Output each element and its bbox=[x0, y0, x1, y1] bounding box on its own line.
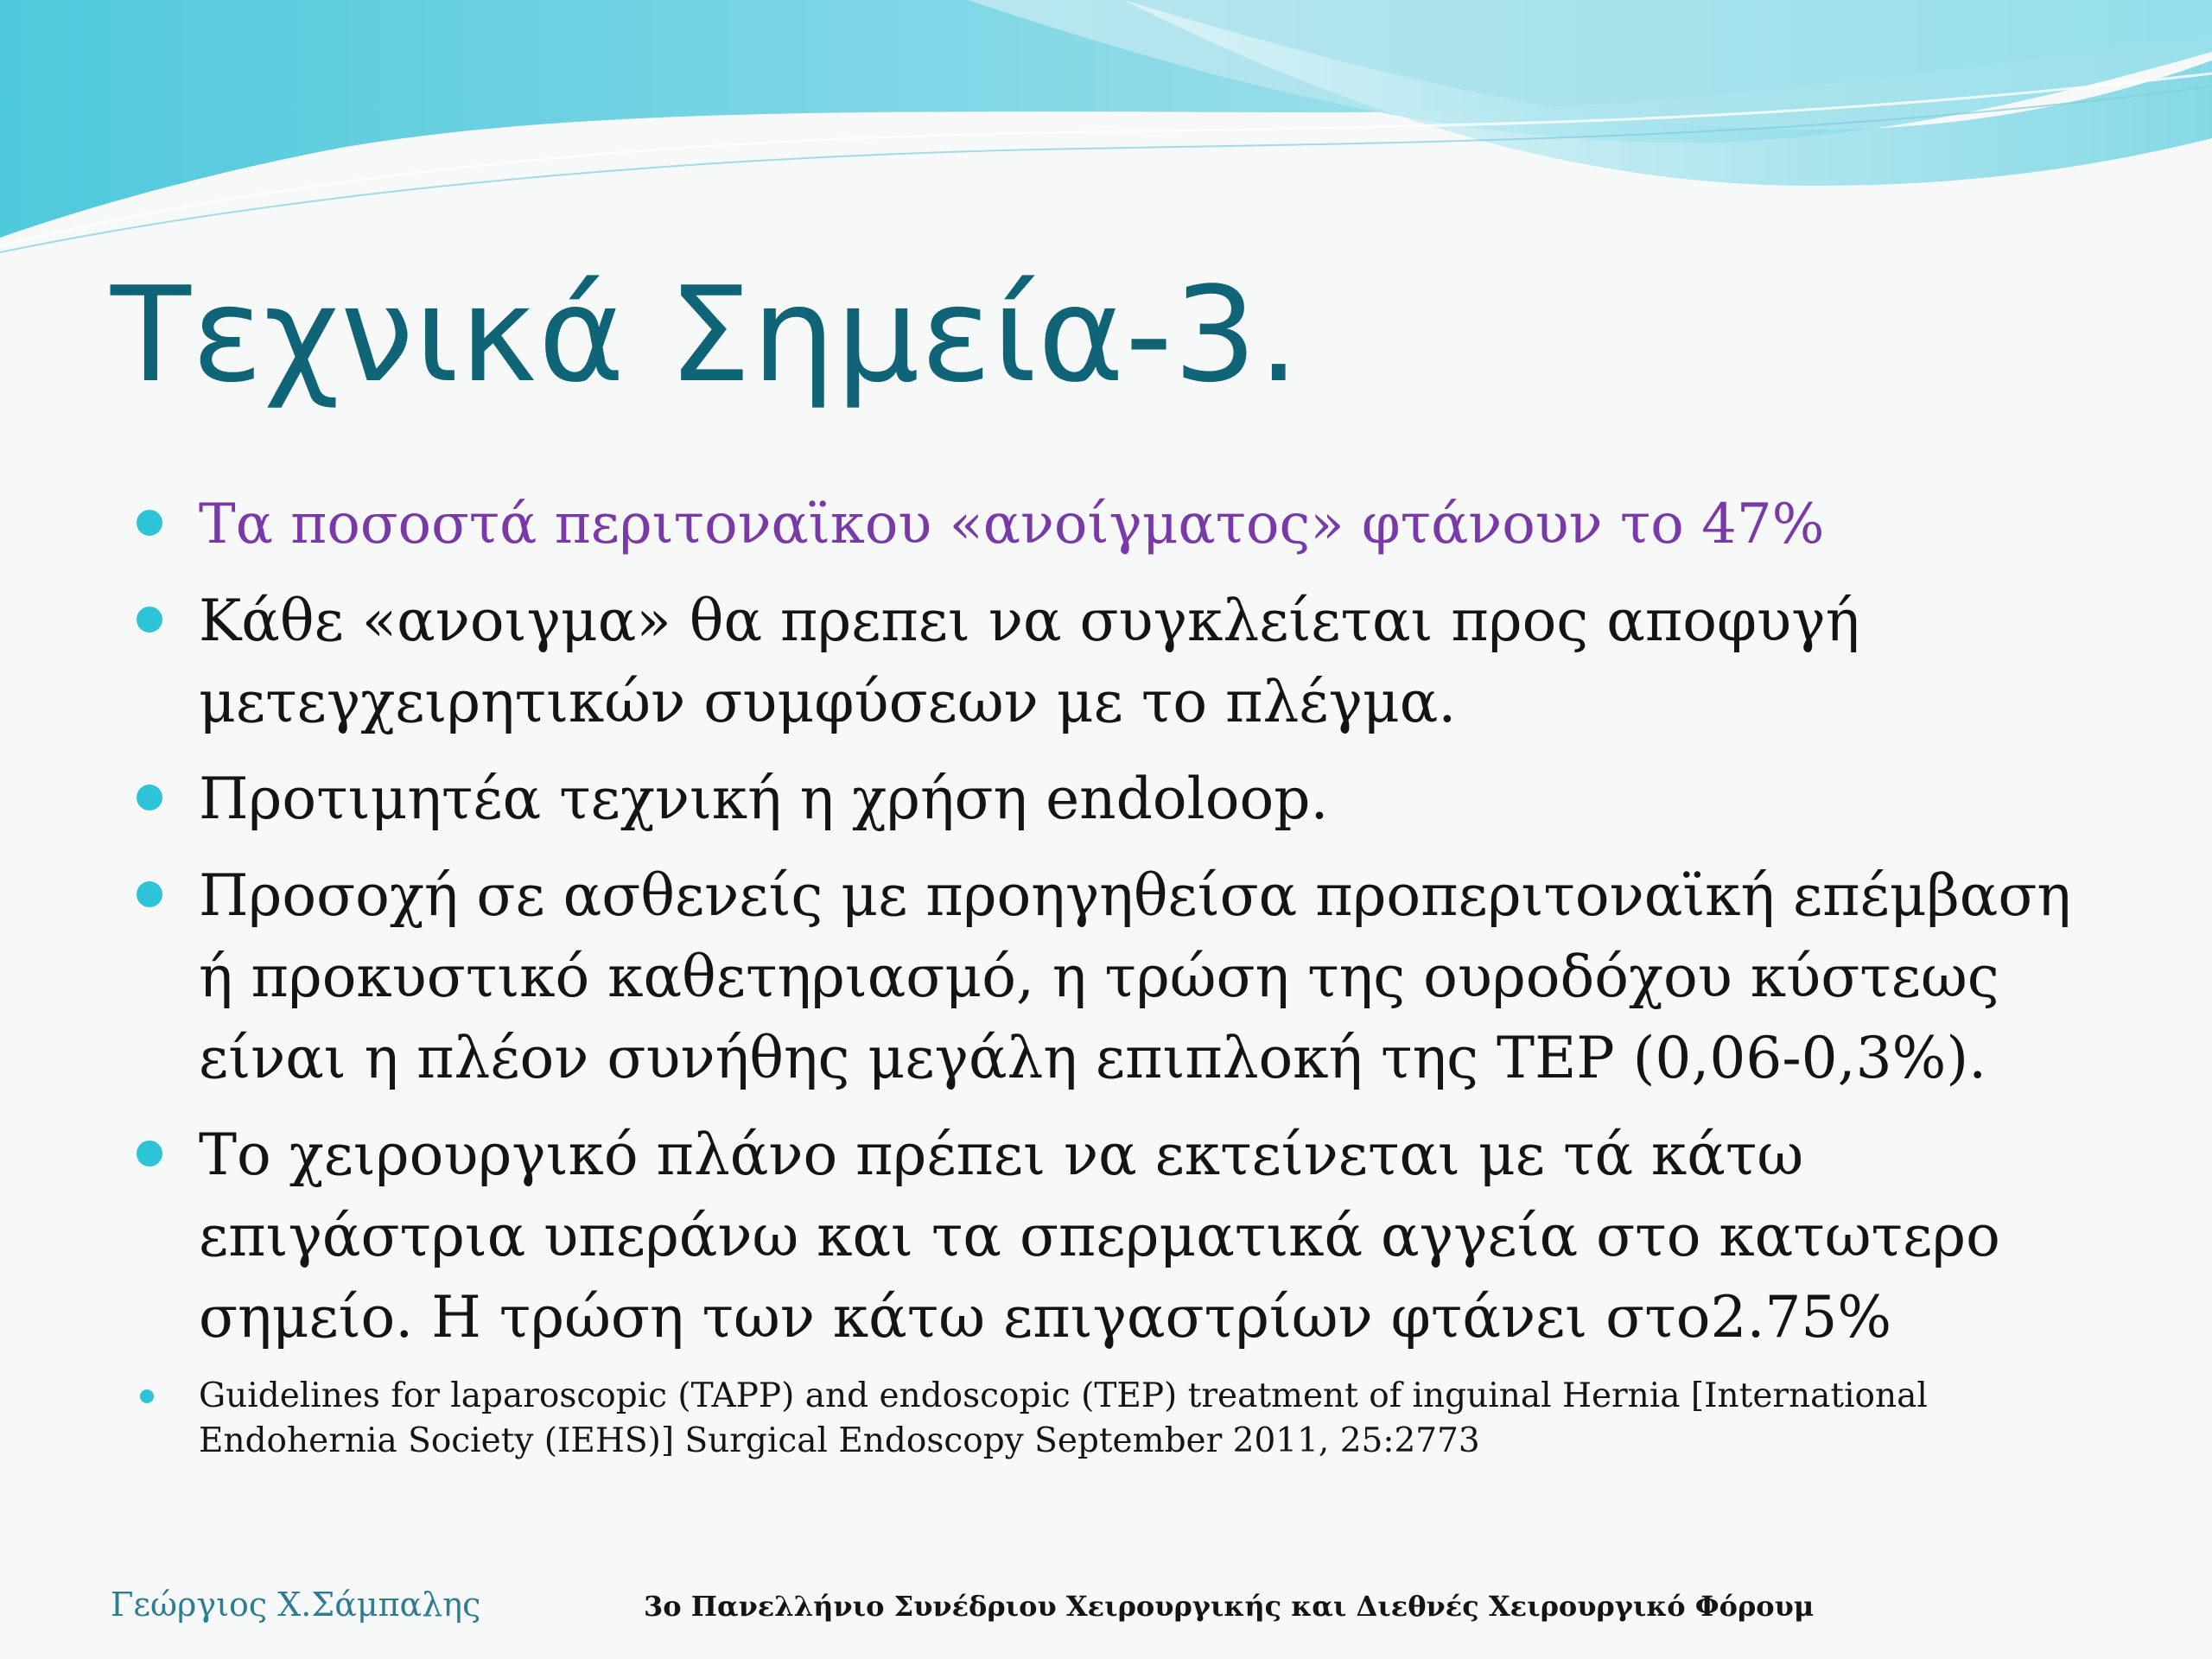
list-item bbox=[137, 484, 2089, 565]
bullet-text: Κάθε «ανοιγμα» θα πρεπει να συγκλείεται προς αποφυγή μετεγχειρητικών συμφύσεων με το πλέγμα. bbox=[199, 588, 1860, 735]
footer-author: Γεώργιος Χ.Σάμπαλης bbox=[111, 1586, 481, 1624]
bullet-dot-icon bbox=[137, 881, 162, 907]
list-item bbox=[137, 1115, 2089, 1358]
bullet-dot-icon bbox=[140, 1389, 154, 1403]
slide-title: Τεχνικά Σημεία-3. bbox=[111, 258, 1300, 411]
footer-conference: 3ο Πανελλήνιο Συνέδριου Χειρουργικής και Διεθνές Χειρουργικό Φόρουμ bbox=[644, 1590, 1815, 1623]
bullet-dot-icon bbox=[137, 607, 162, 632]
bullet-dot-icon bbox=[137, 1141, 162, 1166]
bullet-text: Τα ποσοστά περιτοναϊκου «ανοίγματος» φτάνουν το 47% bbox=[199, 493, 1825, 556]
reference-text: Guidelines for laparoscopic (TAPP) and endoscopic (TEP) treatment of inguinal Hernia [International Endohernia Society (IEHS)] Surgical Endoscopy September 2011, 25:2773 bbox=[199, 1376, 1928, 1460]
header-wave-decoration bbox=[0, 0, 2212, 259]
bullet-list bbox=[137, 484, 2089, 1479]
list-item bbox=[137, 581, 2089, 743]
list-item bbox=[137, 759, 2089, 840]
bullet-text: Προσοχή σε ασθενείς με προηγηθείσα προπεριτοναϊκή επέμβαση ή προκυστικό καθετηριασμό, η τρώση της ουροδόχου κύστεως είναι η πλέον συνήθης μεγάλη επιπλοκή της TEP (0,06-0,3%). bbox=[199, 862, 2071, 1091]
list-item bbox=[137, 855, 2089, 1099]
bullet-dot-icon bbox=[137, 510, 162, 536]
bullet-dot-icon bbox=[137, 785, 162, 810]
bullet-text: Το χειρουργικό πλάνο πρέπει να εκτείνεται με τά κάτω επιγάστρια υπεράνω και τα σπερματικά αγγεία στο κατωτερο σημείο. Η τρώση των κάτω επιγαστρίων φτάνει στο2.75% bbox=[199, 1122, 2000, 1351]
bullet-text: Προτιμητέα τεχνική η χρήση endoloop. bbox=[199, 766, 1329, 832]
reference-item bbox=[137, 1374, 2089, 1464]
